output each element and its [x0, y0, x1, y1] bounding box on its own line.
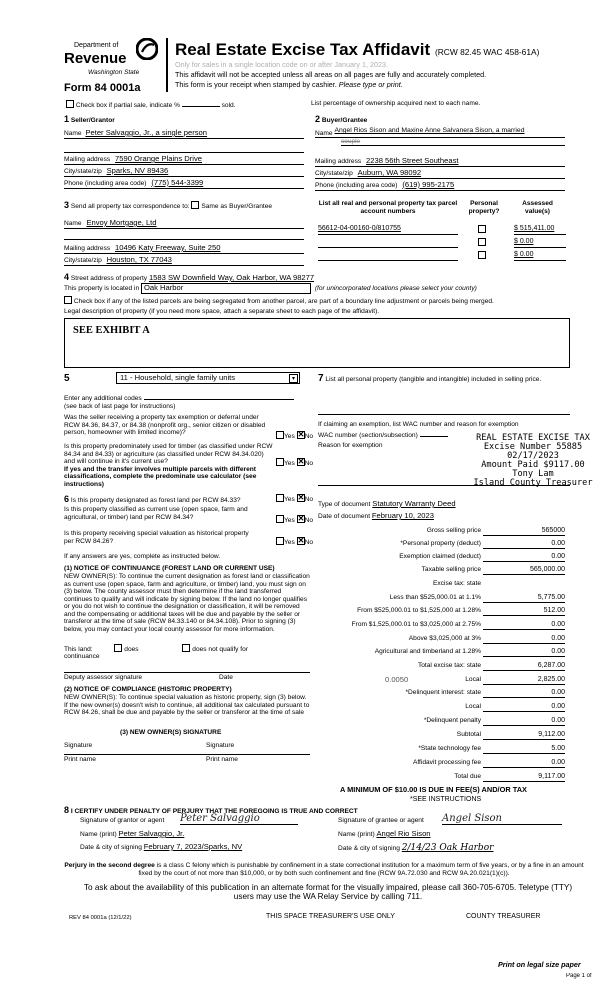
additional-codes-input[interactable]: [144, 393, 294, 400]
chevron-down-icon[interactable]: ▾: [289, 374, 298, 383]
seller-name-field[interactable]: Name Peter Salvaggio, Jr., a single person: [64, 129, 304, 139]
calc-row: Total due 9,117.00: [315, 773, 565, 784]
personal-property-lines[interactable]: [318, 398, 570, 415]
buyer-name-line2[interactable]: [341, 138, 565, 146]
buyer-phone-field[interactable]: Phone (including area code) (619) 995-2175: [315, 181, 565, 191]
segregated-checkbox[interactable]: [64, 296, 72, 304]
segregated-row: Check box if any of the listed parcels are being segregated from another parcel, are part of a boundary line adjustment or parcels being merged.: [64, 296, 584, 306]
dor-logo: [62, 36, 162, 81]
grantee-name-field[interactable]: Name (print) Angel Rio Sison: [338, 830, 563, 839]
seller-name-line2[interactable]: [64, 144, 304, 153]
state-line: Washington State: [88, 69, 140, 76]
local-rate: 0.0050: [385, 675, 409, 684]
tax-name-field[interactable]: Name Envoy Mortgage, Ltd: [64, 219, 304, 229]
current-use-no-checkbox[interactable]: [297, 515, 305, 523]
current-use-yes-checkbox[interactable]: [276, 515, 284, 523]
exemption-yes-no: Yes ✕ No: [276, 431, 313, 441]
current-use-question: Is this property classified as current use (open space, farm and agricultural, or timber) land per RCW 84.34? Yes ✕ No: [64, 506, 314, 521]
grantor-date-field[interactable]: Date & city of signing February 7, 2023/Sparks, NV: [80, 843, 300, 852]
historic-yes-checkbox[interactable]: [276, 537, 284, 545]
tax-mailing-value: 10496 Katy Freeway, Suite 250: [115, 243, 221, 252]
section5-number: 5: [64, 373, 70, 384]
doc-type-field[interactable]: Type of document Statutory Warranty Deed: [318, 500, 570, 509]
exemption-heading: If claiming an exemption, list WAC number and reason for exemption: [318, 421, 519, 428]
see-instructions: *SEE INSTRUCTIONS: [410, 796, 482, 803]
grantee-signature[interactable]: Angel Sison: [442, 813, 562, 825]
calc-row: *State technology fee 5.00: [315, 745, 565, 756]
historic-question: Is this property receiving special valuation as historical property per RCW 84.26? Yes ✕ No: [64, 530, 314, 545]
owner-signature-lines[interactable]: [64, 754, 310, 755]
assessed-col-header: Assessed value(s): [522, 200, 553, 215]
continuance-label: continuance: [64, 653, 100, 660]
parcel-row: [318, 238, 568, 248]
seller-phone-value: (775) 544-3399: [151, 178, 204, 187]
notice-compliance-body: NEW OWNER(S): To continue special valuation as historic property, sign (3) below. If the new owner(s) doesn't wish to continue, all additional tax calculated pursuant to RCW 84.26, shall be due and payable by the seller or transferor at the time of sale: [64, 694, 310, 717]
calc-row: Subtotal 9,112.00: [315, 731, 565, 742]
calc-row: From $1,525,000.01 to $3,025,000 at 2.75% 0.00: [315, 621, 565, 632]
notice-accept: This affidavit will not be accepted unless all areas on all pages are fully and accurately completed.: [175, 70, 487, 79]
grantee-signature-field[interactable]: Signature of grantee or agent Angel Sison: [338, 817, 563, 825]
grantor-name-field[interactable]: Name (print) Peter Salvaggio, Jr.: [80, 830, 300, 839]
partial-sale-checkbox[interactable]: [66, 100, 74, 108]
located-select[interactable]: Oak Harbor: [141, 283, 311, 294]
seller-heading: 1 Seller/Grantor: [64, 114, 115, 124]
calc-row: Gross selling price 565000: [315, 527, 565, 538]
calc-row: Above $3,025,000 at 3% 0.00: [315, 635, 565, 646]
parcel-number[interactable]: [318, 251, 458, 261]
rev-number: REV 84 0001a (12/1/22): [69, 915, 132, 921]
rcw-ref: (RCW 82.45 WAC 458-61A): [434, 47, 540, 57]
grantor-date-value: February 7, 2023/Sparks, NV: [143, 842, 243, 851]
tax-city-field[interactable]: City/state/zip Houston, TX 77043: [64, 256, 304, 266]
notice-compliance-title: (2) NOTICE OF COMPLIANCE (HISTORIC PROPERTY): [64, 686, 232, 693]
if-any-yes: If any answers are yes, complete as instructed below.: [64, 553, 221, 560]
seller-name-value: Peter Salvaggio, Jr., a single person: [85, 128, 208, 137]
personal-property-checkbox[interactable]: [478, 238, 486, 246]
treasurer-use-only: THIS SPACE TREASURER'S USE ONLY: [266, 913, 395, 920]
timber-no-checkbox[interactable]: [297, 458, 305, 466]
notice-print: Please type or print.: [338, 80, 403, 89]
located-row: This property is located in Oak Harbor (for unincorporated locations please select your county): [64, 283, 477, 292]
calc-row: Agricultural and timberland at 1.28% 0.00: [315, 648, 565, 659]
buyer-name-value: Angel Rios Sison and Maxine Anne Salvanera Sison, a married: [334, 127, 525, 134]
located-note: (for unincorporated locations please select your county): [314, 285, 477, 292]
seller-mailing-value: 7590 Orange Plains Drive: [115, 154, 202, 163]
deputy-signature-line[interactable]: Deputy assessor signature Date: [64, 672, 310, 682]
notice-continuance-title: (1) NOTICE OF CONTINUANCE (FOREST LAND OR CURRENT USE): [64, 565, 275, 572]
tax-city-value: Houston, TX 77043: [106, 255, 172, 264]
parcel-number[interactable]: 56612-04-00160-0/810755: [318, 225, 458, 235]
grantor-signature[interactable]: Peter Salvaggio: [180, 813, 298, 825]
use-code-select[interactable]: 11 - Household, single family units ▾: [116, 372, 300, 384]
buyer-mailing-value: 2238 56th Street Southeast: [366, 156, 459, 165]
exemption-no-checkbox[interactable]: [297, 431, 305, 439]
calc-row: Local 0.00: [315, 703, 565, 714]
ownership-note: List percentage of ownership acquired next to each name.: [311, 100, 481, 107]
tax-mailing-field[interactable]: Mailing address 10496 Katy Freeway, Suite 250: [64, 244, 304, 254]
doc-type-value: Statutory Warranty Deed: [372, 499, 456, 508]
personal-property-heading: 7 List all personal property (tangible and intangible) included in selling price.: [318, 373, 542, 384]
notice-receipt: [175, 81, 403, 89]
buyer-name-field[interactable]: Name Angel Rios Sison and Maxine Anne Salvanera Sison, a married: [315, 127, 565, 138]
street-address-value[interactable]: 1583 SW Downfield Way, Oak Harbor, WA 98277: [148, 273, 315, 282]
notice-only: Only for sales in a single location code on or after January 1, 2023.: [175, 60, 388, 69]
legal-description-box[interactable]: [64, 318, 570, 368]
dept-line: Department of: [74, 42, 119, 49]
buyer-name-value2: couple: [341, 138, 361, 145]
notice-receipt-text: This form is your receipt when stamped by cashier.: [175, 80, 337, 89]
partial-sale-sold: sold.: [221, 102, 236, 109]
page-number: Page 1 of: [566, 973, 592, 979]
same-as-buyer-checkbox[interactable]: [191, 201, 199, 209]
personal-col-header: Personal property?: [468, 200, 500, 215]
seller-city-field[interactable]: City/state/zip Sparks, NV 89436: [64, 167, 304, 177]
partial-sale-percent[interactable]: [182, 106, 220, 107]
seller-phone-field[interactable]: Phone (including area code) (775) 544-3399: [64, 179, 304, 189]
current-use-yes-no: Yes ✕ No: [276, 515, 313, 525]
reason-lines[interactable]: [318, 476, 570, 486]
minimum-due-note: A MINIMUM OF $10.00 IS DUE IN FEE(S) AND/OR TAX: [340, 785, 527, 794]
legal-description-value: SEE EXHIBIT A: [73, 325, 150, 336]
grantor-name-value: Peter Salvaggio, Jr.: [118, 829, 185, 838]
buyer-city-value: Auburn, WA 98092: [357, 168, 422, 177]
exemption-yes-checkbox[interactable]: [276, 431, 284, 439]
perjury-notice: Perjury in the second degree is a class C felony which is punishable by confinement in a state correctional institution for a maximum term of five years, or by a fine in an amount fixed by the court of not more than $10,000, or by both such confinement and fine (RCW 9A.72.030 and RCW 9A.20.021(1)(c)).: [64, 862, 584, 877]
personal-property-checkbox[interactable]: [478, 225, 486, 233]
calc-row: *Delinquent interest: state 0.00: [315, 689, 565, 700]
assessed-value[interactable]: $ 0.00: [514, 251, 566, 261]
legal-label: Legal description of property (if you need more space, attach a separate sheet to each page of the affidavit).: [64, 308, 380, 315]
header: [0, 0, 600, 100]
calc-row: From $525,000.01 to $1,525,000 at 1.28% 512.00: [315, 607, 565, 618]
timber-question: Is this property predominately used for timber (as classified under RCW 84.34 and 84.33) or agriculture (as classified under RCW 84.34.020) and will continue in it's current use? If yes and the transfer involves multiple parcels with different classifications, complete the predominate use calculator (see instructions) Yes ✕ No: [64, 443, 314, 488]
calc-row: 0.0050 Local 2,825.00: [385, 675, 565, 684]
new-owner-signature-title: (3) NEW OWNER(S) SIGNATURE: [120, 729, 222, 736]
owner-print-row[interactable]: Print name Print name: [64, 756, 238, 763]
timber-yes-no: Yes ✕ No: [276, 458, 313, 468]
calc-row: Affidavit processing fee 0.00: [315, 759, 565, 770]
buyer-city-field[interactable]: City/state/zip Auburn, WA 98092: [315, 169, 565, 179]
land-does-checkbox[interactable]: [114, 644, 122, 652]
tax-correspondence-heading: 3 Send all property tax correspondence to: Same as Buyer/Grantee: [64, 200, 273, 210]
header-divider: [166, 38, 168, 92]
total-excise-state: 6,287.00: [483, 662, 565, 671]
total-due: 9,117.00: [483, 773, 565, 782]
taxable-selling-price: 565,000.00: [483, 566, 565, 575]
forest-yes-no: Yes ✕ No: [276, 494, 313, 504]
land-does-not-checkbox[interactable]: [182, 644, 190, 652]
doc-date-field[interactable]: Date of document February 10, 2023: [318, 512, 570, 521]
buyer-heading: 2 Buyer/Grantee: [315, 114, 368, 124]
this-land-row: This land: does does not qualify for: [64, 646, 248, 653]
calc-row: Exemption claimed (deduct) 0.00: [315, 553, 565, 564]
assessed-value[interactable]: $ 0.00: [514, 238, 566, 248]
calc-row: Less than $525,000.01 at 1.1% 5,775.00: [315, 594, 565, 605]
forest-question: 6 Is this property designated as forest land per RCW 84.33? Yes ✕ No: [64, 494, 314, 505]
calc-row: Excise tax: state: [432, 580, 481, 587]
personal-property-checkbox[interactable]: [478, 251, 486, 259]
treasurer-stamp: REAL ESTATE EXCISE TAX Excise Number 55885 02/17/2023 Amount Paid $9117.00 Tony Lam Island County Treasurer: [473, 433, 593, 489]
historic-no-checkbox[interactable]: [297, 537, 305, 545]
grantee-date-field[interactable]: Date & city of signing 2/14/23 Oak Harbor: [338, 843, 563, 853]
doc-date-value: February 10, 2023: [371, 511, 434, 520]
reason-label: Reason for exemption: [318, 442, 383, 449]
parcel-col-header: List all real and personal property tax parcel account numbers: [318, 200, 458, 215]
parcel-row: [318, 225, 568, 235]
grantee-date-value: 2/14/23 Oak Harbor: [401, 843, 494, 853]
revenue-wordmark: Revenue: [64, 50, 127, 67]
alternate-format: To ask about the availability of this publication in an alternate format for the visually impaired, please call 360-705-6705. Teletype (TTY) users may use the WA Relay Service by calling 711.: [83, 883, 573, 902]
form-title: Real Estate Excise Tax Affidavit: [175, 40, 431, 59]
partial-sale-label: Check box if partial sale, indicate %: [75, 102, 180, 109]
wac-number-field[interactable]: WAC number (section/subsection): [318, 432, 570, 440]
calc-row: *Personal property (deduct) 0.00: [315, 540, 565, 551]
calc-row: *Delinquent penalty 0.00: [315, 717, 565, 728]
additional-codes-row: Enter any additional codes: [64, 393, 304, 403]
forest-no-checkbox[interactable]: [297, 494, 305, 502]
tax-name-line2[interactable]: [64, 232, 304, 240]
street-address-row: 4 Street address of property 1583 SW Downfield Way, Oak Harbor, WA 98277: [64, 272, 315, 282]
see-back: (see back of last page for instructions): [64, 403, 176, 410]
timber-yes-checkbox[interactable]: [276, 458, 284, 466]
exemption-question: Was the seller receiving a property tax exemption or deferral under RCW 84.36, 84.37, or 84.38 (nonprofit org., senior citizen or disabled person, homeowner with limited income)? Yes ✕ No: [64, 414, 314, 437]
buyer-phone-value: (619) 995-2175: [402, 180, 455, 189]
seller-city-value: Sparks, NV 89436: [106, 166, 169, 175]
grantee-name-value: Angel Rio Sison: [376, 829, 431, 838]
local-tax: 2,825.00: [483, 676, 565, 685]
buyer-section: [315, 114, 565, 154]
parcel-row: [318, 251, 568, 261]
legal-size-note: Print on legal size paper: [498, 961, 581, 969]
section8-heading: 8 I CERTIFY UNDER PENALTY OF PERJURY THAT THE FOREGOING IS TRUE AND CORRECT: [64, 805, 358, 815]
grantor-signature-field[interactable]: Signature of grantor or agent Peter Salvaggio: [80, 817, 300, 825]
parcel-number[interactable]: [318, 238, 458, 248]
form-number: Form 84 0001a: [64, 82, 141, 94]
notice-continuance-body: NEW OWNER(S): To continue the current designation as forest land or classification as current use (open space, farm and agriculture, or timber) land, you must sign on (3) below. The county assessor must then determine if the land transferred continues to qualify and will indicate by signing below. If the land no longer qualifies or you do not wish to continue the designation or classification, it will be removed and the compensating or additional taxes will be due and payable by the seller or transferor at the time of sale (RCW 84.33.140 or 84.34.108). Prior to signing (3) below, you may contact your local county assessor for more information.: [64, 573, 310, 634]
tax-name-value: Envoy Mortgage, Ltd: [86, 218, 157, 227]
gross-selling-price[interactable]: 565000: [483, 527, 565, 536]
owner-signature-row: Signature Signature: [64, 742, 235, 749]
calc-row: Taxable selling price 565,000.00: [315, 566, 565, 577]
historic-yes-no: Yes ✕ No: [276, 537, 313, 547]
seller-mailing-field[interactable]: Mailing address 7590 Orange Plains Drive: [64, 155, 304, 165]
subtotal: 9,112.00: [483, 731, 565, 740]
calc-row: Total excise tax: state 6,287.00: [315, 662, 565, 673]
buyer-mailing-field[interactable]: Mailing address 2238 56th Street Southeast: [315, 157, 565, 167]
title-block: [175, 40, 595, 60]
county-treasurer: COUNTY TREASURER: [466, 913, 541, 920]
revenue-logo-icon: [136, 38, 158, 60]
assessed-value[interactable]: $ 515,411.00: [514, 225, 566, 235]
forest-yes-checkbox[interactable]: [276, 494, 284, 502]
seller-section: [64, 114, 304, 174]
